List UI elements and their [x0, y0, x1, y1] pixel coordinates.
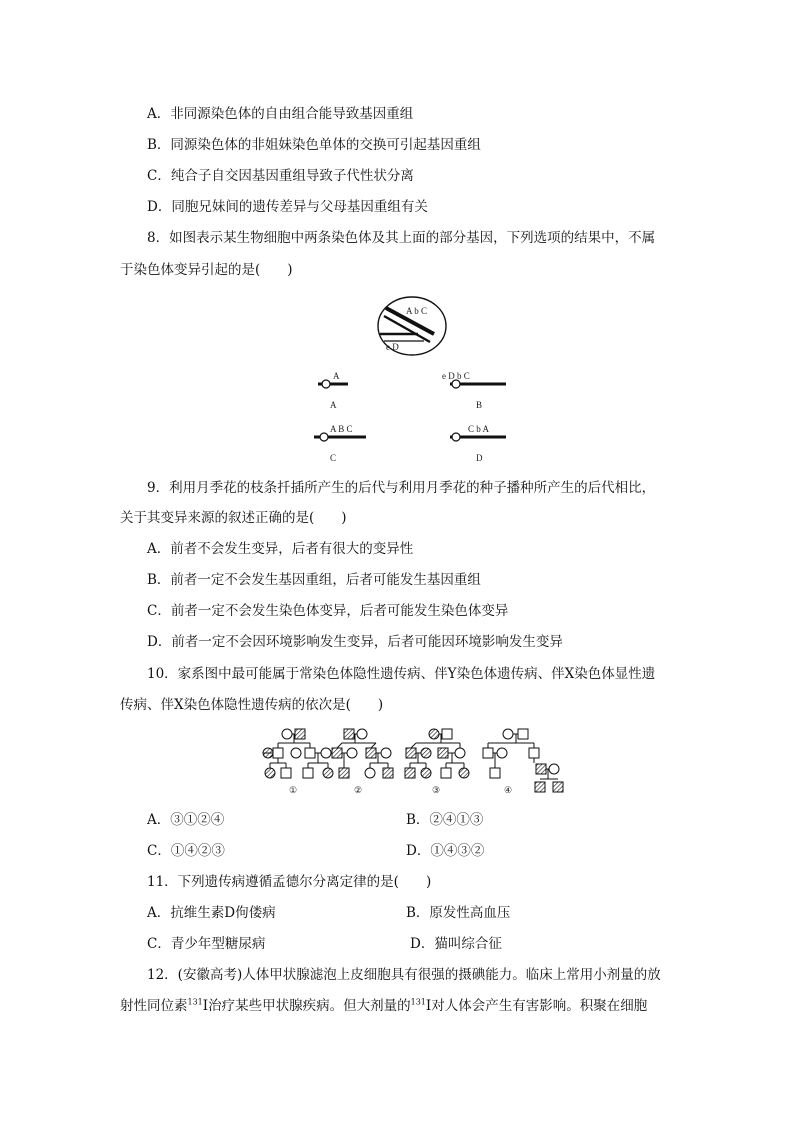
q8-cell-genes-bottom: e D	[386, 342, 399, 352]
q7-option-d: D．同胞兄妹间的遗传差异与父母基因重组有关	[147, 199, 428, 215]
q7-option-b: B．同源染色体的非姐妹染色单体的交换可引起基因重组	[147, 137, 481, 153]
q8-option-a-letter: A	[330, 400, 337, 410]
q8-option-d-letter: D	[476, 453, 483, 463]
q8-stem-line1: 8．如图表示某生物细胞中两条染色体及其上面的部分基因，下列选项的结果中，不属	[147, 230, 656, 246]
pedigree-3	[405, 729, 469, 795]
q8-option-b	[442, 371, 506, 410]
q8-cell-figure	[372, 294, 452, 358]
q8-option-a	[318, 371, 348, 410]
pedigree-2	[332, 729, 393, 795]
q12-isotope-mass-1: 131	[187, 997, 203, 1007]
q12-line2-part-c: I对人体会产生有害影响。积聚在细胞	[425, 998, 648, 1014]
q8-stem-line2: 于染色体变异引起的是( )	[120, 262, 293, 278]
q8-option-c	[314, 424, 366, 463]
pedigree-1	[263, 729, 333, 795]
q11-option-a: A．抗维生素D佝偻病	[147, 905, 276, 921]
q8-option-c-genes: A B C	[330, 424, 353, 434]
q7-option-c: C．纯合子自交因基因重组导致子代性状分离	[147, 168, 414, 184]
pedigree-2-label: ②	[354, 785, 363, 795]
q12-line2-part-a: 射性同位素	[120, 998, 188, 1014]
q8-cell-genes-top: A b C	[406, 306, 428, 316]
q10-stem-line2: 传病、伴X染色体隐性遗传病的依次是( )	[120, 697, 384, 713]
q12-line1: 12．(安徽高考)人体甲状腺滤泡上皮细胞具有很强的摄碘能力。临床上常用小剂量的放	[147, 967, 661, 983]
q9-option-b: B．前者一定不会发生基因重组，后者可能发生基因重组	[147, 572, 481, 588]
pedigree-4-label: ④	[504, 785, 513, 795]
q8-option-d	[450, 424, 506, 463]
pedigree-4	[483, 729, 563, 795]
q9-option-a: A．前者不会发生变异，后者有很大的变异性	[147, 541, 414, 557]
q10-pedigree-figure	[258, 726, 568, 798]
q12-line2-part-b: I治疗某些甲状腺疾病。但大剂量的	[202, 998, 411, 1014]
q10-stem-line1: 10．家系图中最可能属于常染色体隐性遗传病、伴Y染色体遗传病、伴X染色体显性遗	[147, 666, 656, 682]
q8-option-c-letter: C	[330, 453, 337, 463]
q9-option-c: C．前者一定不会发生染色体变异，后者可能发生染色体变异	[147, 603, 509, 619]
q10-option-b: B．②④①③	[406, 812, 484, 828]
q9-option-d: D．前者一定不会因环境影响发生变异，后者可能因环境影响发生变异	[147, 634, 563, 650]
q11-option-b: B．原发性高血压	[406, 905, 511, 921]
q8-option-b-genes: e D b C	[442, 371, 470, 381]
q11-option-c: C．青少年型糖尿病	[147, 936, 266, 952]
q12-isotope-mass-2: 131	[410, 997, 426, 1007]
q12-line2	[120, 996, 647, 1016]
q9-stem-line2: 关于其变异来源的叙述正确的是( )	[120, 510, 347, 526]
q8-option-d-genes: C b A	[468, 424, 490, 434]
q10-option-c: C．①④②③	[147, 843, 225, 859]
q9-stem-line1: 9．利用月季花的枝条扦插所产生的后代与利用月季花的种子播种所产生的后代相比，	[147, 480, 656, 496]
q10-option-d: D．①④③②	[406, 843, 485, 859]
q8-option-a-genes: A	[333, 371, 340, 381]
pedigree-1-label: ①	[289, 785, 298, 795]
q11-stem: 11．下列遗传病遵循孟德尔分离定律的是( )	[147, 874, 432, 890]
pedigree-3-label: ③	[432, 785, 441, 795]
q11-option-d: D．猫叫综合征	[410, 936, 502, 952]
q10-option-a: A．③①②④	[147, 812, 225, 828]
q8-options-figure	[300, 368, 530, 468]
q8-option-b-letter: B	[476, 400, 483, 410]
q7-option-a: A．非同源染色体的自由组合能导致基因重组	[147, 106, 414, 122]
